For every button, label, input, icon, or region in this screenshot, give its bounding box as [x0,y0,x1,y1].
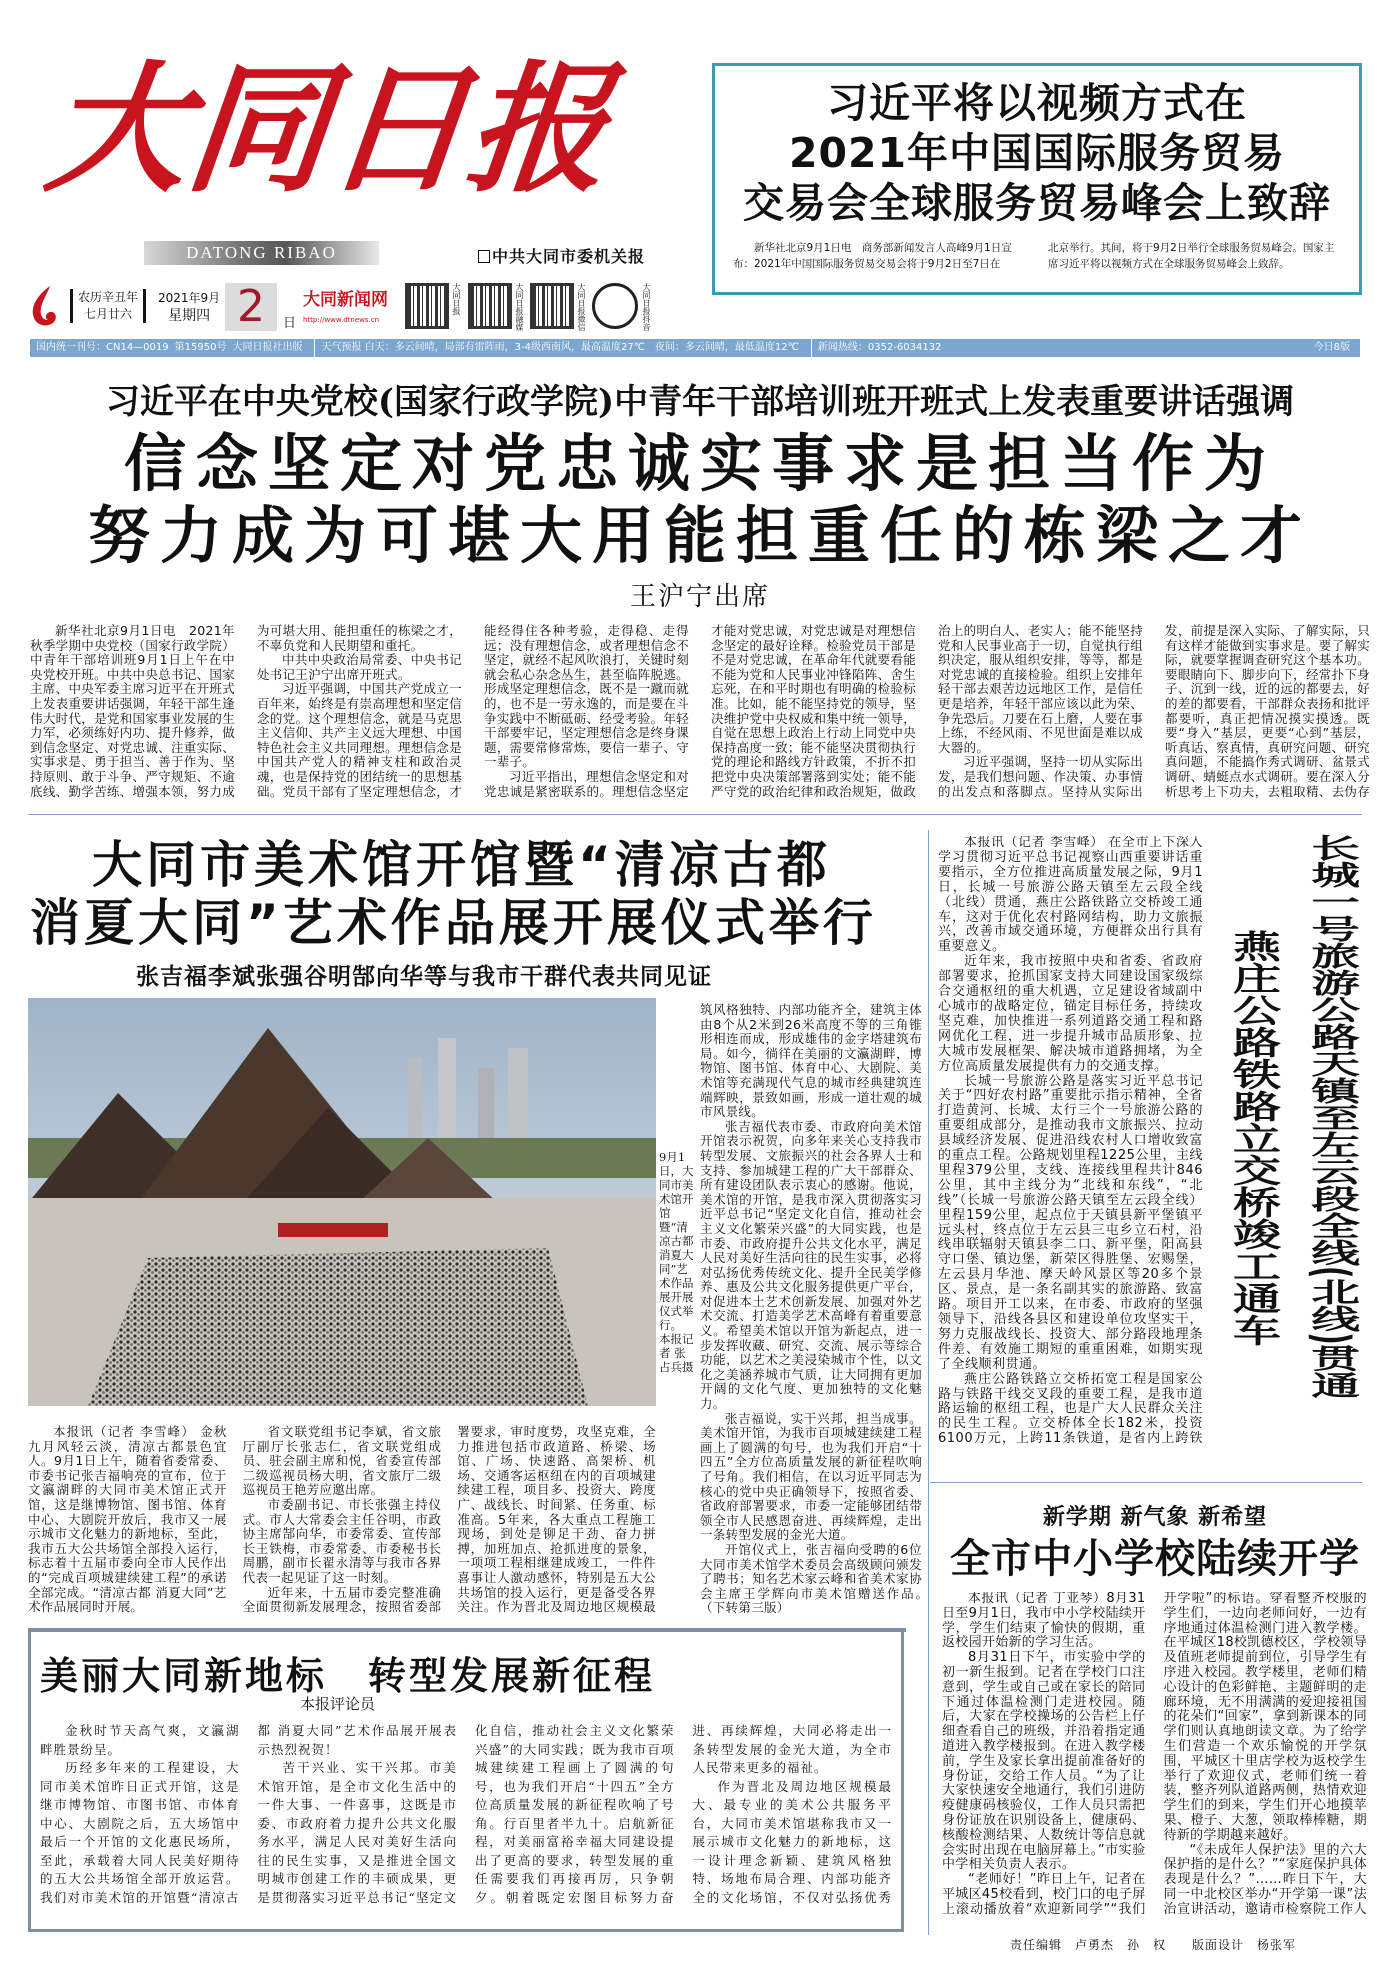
masthead-pinyin: DATONG RIBAO [144,241,379,265]
school-headline: 全市中小学校陆续开学 [950,1535,1360,1582]
caption-text: 9月1日，大同市美术馆开馆暨“清凉古都 消夏大同”艺术作品展开展仪式举行。 [659,1150,694,1332]
qr-code-icon [468,283,512,329]
lead-summary: 北京举行。其间，将于9月2日举行全球服务贸易峰会。国家主席习近平将以视频方式在全球服务贸易峰会上致辞。 [1048,242,1335,270]
paragraph: 燕庄公路铁路立交桥拓宽工程是国家公路与铁路干线交叉段的重要工程，是我市道路运输的枢纽工程，也是广大人民群众关注的民生工程。立交桥体全长182米，投资6100万元，上跨11条铁道，是省内上跨铁 [938,1371,1203,1447]
qr-code-icon [530,283,574,329]
qr-label: 大同日报微信 [577,283,586,331]
day-number: 2 [225,283,277,331]
commentary-title: 美丽大同新地标 转型发展新征程 [40,1654,656,1698]
paragraph: 本报讯（记者 丁亚琴）8月31日至9月1日，我市中小学校陆续开学，学生们结束了愉快的假期，重返校园开始新的学习生活。 [942,1592,1146,1651]
lead-summary: 新华社北京9月1日电 商务部新闻发言人高峰9月1日宣布：2021年中国国际服务贸易交易会将于9月2日至7日在 [733,242,1012,270]
paragraph: 张吉福说，实干兴邦，担当成事。美术馆开馆，为我市百项城建续建工程画上了圆满的句号，也为我们开启“十四五”全方位高质量发展的新征程吹响了号角。我们相信，在以习近平同志为核心的党中央正确领导下，按照省委、省政府部署要求，市委一定能够团结带领全市人民感恩奋进、再续辉煌，走出一条转型发展的金光大道。 [700,1410,922,1543]
paragraph: 省文联党组书记李斌，省文旅厅副厅长张志仁，省文联党组成员、驻会副主席和悦，省委宣传部二级巡视员杨大明，省文旅厅二级巡视员王艳芳应邀出席。 [242,1425,442,1498]
paragraph: 本报讯（记者 李雪峰） 在全市上下深入学习贯彻习近平总书记视察山西重要讲话重要指示，全方位推进高质量发展之际，9月1日，长城一号旅游公路天镇至左云段全线（北线）贯通，燕庄公路铁路立交桥竣工通车，这对于优化农村路网结构，助力文旅振兴，改善市域交通环境，方便群众出行具有重要意义。 [938,836,1203,955]
douyin-qr-icon [592,283,638,329]
art-story-side-column [700,1003,922,1617]
art-headline-line: 消夏大同”艺术作品展开展仪式举行 [30,894,877,952]
weather: 天气预报 白天：多云间晴，局部有雷阵雨，3-4级西南风，最高温度27℃ 夜间：多云间晴，最低温度12℃ [321,342,799,353]
masthead-organ [478,244,645,267]
gregorian-date: 2021年9月 星期四 [158,291,221,324]
qr-label: 大同日报融媒 [515,283,524,331]
paragraph: “《未成年人保护法》里的六大保护指的是什么？”“家庭保护具体表现是什么？”……昨日下午，大同一中北校区举办“开学第一课”法治宣讲活动，邀请市检察院工作人 [1163,1842,1367,1917]
photo-caption [659,1150,696,1374]
lead-title-line: 2021年中国国际服务贸易 [788,129,1286,177]
organ-text: 中共大同市委机关报 [492,247,646,266]
paragraph: 中共中央政治局常委、中央书记处书记王沪宁出席开班式。 [257,652,462,682]
qr-code-icon [405,283,449,329]
main-headline-line: 信念坚定对党忠诚实事求是担当作为 [123,427,1276,500]
hotline: 新闻热线：0352-6034132 [817,342,942,353]
paragraph: 8月31日下午，市实验中学的初一新生报到。记者在学校门口注意到，学生或自己或在家长的陪同下通过体温检测门走进校园。随后，大家在学校操场的公告栏上仔细查看自己的班级，并沿着指定通道进入教学楼报到。在进入教学楼前，学生及家长拿出提前准备好的身份证，交给工作人员。“为了让大家快速安全地通行，我们引进防疫健康码核验仪，工作人员只需把身份证放在识别设备上，健康码、核酸检测结果、人数统计等信息就会实时出现在电脑屏幕上。”市实验中学相关负责人表示。 [942,1650,1146,1873]
art-subhead: 张吉福李斌张强谷明郜向华等与我市干群代表共同见证 [136,964,712,990]
paragraph: 历经多年来的工程建设，大同市美术馆昨日正式开馆，这是继市博物馆、市图书馆、市体育中心、大剧院之后，五大场馆中最后一个开馆的文化惠民场所，至此，承载着大同人民美好期待的五大公共场馆全部开放运营。我们对市美术馆的开馆暨“清凉古都 消夏大同”艺术作品展开展表示热烈祝贺！ [40,1723,457,1905]
art-headline-line: 大同市美术馆开馆暨“清凉古都 [92,836,831,894]
divider [811,339,812,357]
issue-number: 第15950号 [174,342,227,353]
info-bar [30,339,1360,357]
main-story-body [30,624,1370,802]
commentary-body [40,1722,892,1922]
page-credits: 责任编辑 卢勇杰 孙 权 版面设计 杨张军 [1010,1938,1297,1952]
publisher: 大同日报社出版 [232,342,303,353]
paragraph: 金秋时节天高气爽，文瀛湖畔胜景纷呈。 [40,1723,240,1757]
photo-credit: 本报记者 张占兵摄 [659,1332,694,1374]
paragraph: 苦干兴业、实干兴邦。市美术馆开馆，是全市文化生活中的一件大事、一件喜事，这既是市委、市政府着力提升公共文化服务水平，满足人民对美好生活向往的民生实事，又是推进全国文明城市创建工作的丰硕成果，更是贯彻落实习近平总书记“坚定文化自信，推动社会主义文化繁荣兴盛”的大同实践；既为我市百项城建续建工程画上了圆满的句号，也为我们开启“十四五”全方位高质量发展的新征程吹响了号角。行百里者半九十。启航新征程，对美丽富裕幸福大同建设提出了更高的要求，转型发展的重任需要我们再接再厉，只争朝夕。朝着既定宏图目标努力奋进、再续辉煌，大同必将走出一条转型发展的金光大道，为全市人民带来更多的福祉。 [257,1723,892,1905]
lead-box [712,63,1362,295]
paragraph: 开馆仪式上，张吉福向受聘的6位大同市美术馆学术委员会高级顾问颁发了聘书；知名艺术家云峰和省美术家协会主席王学辉向市美术馆赠送作品。 （下转第三版） [700,1541,922,1616]
paragraph: 本报讯（记者 李雪峰） 金秋九月风轻云淡，清凉古都景色宜人。9月1日上午，随着省委常委、市委书记张吉福响亮的宣布，位于文瀛湖畔的大同市美术馆正式开馆，这是继博物馆、图书馆、体育中心、大剧院开放后，我市又一展示城市文化魅力的新地标，至此，我市五大公共场馆全部投入运行，标志着十五届市委向全市人民作出的“完成百项城建续建工程”的承诺全部完成。“清凉古都 消夏大同”艺术作品展同时开展。 [28,1425,227,1615]
qr-label: 大同日报抖音 [642,283,651,331]
paragraph: 习近平强调，中国共产党成立一百年来，始终是有崇高理想和坚定信念的党。这个理想信念，就是马克思主义信仰、共产主义远大理想、中国特色社会主义共同理想。理想信念是中国共产党人的精神支柱和政治灵魂，也是保持党的团结统一的思想基础。党员干部有了坚定理想信念，才能经得住各种考验，走得稳、走得远；没有理想信念，或者理想信念不坚定，就经不起风吹浪打，关键时刻就会私心杂念丛生，甚至临阵脱逃。形成坚定理想信念，既不是一蹴而就的，也不是一劳永逸的，而是要在斗争实践中不断砥砺、经受考验。年轻干部要牢记，坚定理想信念是终身课题，需要常修常炼，要信一辈子、守一辈子。 [257,624,689,799]
page-count: 今日8版 [1313,342,1350,353]
paragraph: 作为晋北及周边地区规模最大、最专业的美术公共服务平台，大同市美术馆堪称我市又一展示城市文化魅力的新地标，这一设计理念新颖、建筑风格独特、场地布局合理、内部功能齐全的文化场馆，不仅对弘扬优秀 [692,1778,892,1905]
art-museum-photo [28,998,656,1406]
road-story-body [938,836,1203,1451]
day-suffix: 日 [283,316,297,331]
art-story-body [28,1425,656,1617]
lunar-date: 农历辛丑年 七月廿六 [70,289,146,323]
road-headline-main: 长城一号旅游公路天镇至左云段全线(北线)贯通 [1302,834,1359,1399]
commentary-author: 本报评论员 [300,1695,376,1713]
divider [928,830,929,1935]
divider [930,1482,1362,1483]
paragraph: 近年来，我市按照中央和省委、省政府部署要求，抢抓国家支持大同建设国家级综合交通枢纽的重大机遇，立足建设省域副中心城市的战略定位，锚定目标任务，持续攻坚克难，加快推进一系列道路交通工程和路网优化工程，进一步提升城市品质形象、拉大城市发展框架、解决城市道路拥堵，为全方位高质量发展提供有力的交通支撑。 [938,954,1203,1074]
main-byline: 王沪宁出席 [629,582,770,612]
qr-label: 大同日报 [452,283,461,315]
news-site-link[interactable]: 大同新闻网 http://www.dtnews.cn [303,290,388,324]
paragraph: 习近平指出，理想信念坚定和对党忠诚是紧密联系的。理想信念坚定才能对党忠诚，对党忠诚是对理想信念坚定的最好诠释。检验党员干部是不是对党忠诚，在革命年代就要看能不能为党和人民事业冲锋陷阵、舍生忘死，在和平时期也有明确的检验标准。比如，能不能坚持党的领导，坚决维护党中央权威和集中统一领导，自觉在思想上政治上行动上同党中央保持高度一致；能不能坚决贯彻执行党的理论和路线方针政策，不折不扣把党中央决策部署落到实处；能不能严守党的政治纪律和政治规矩，做政治上的明白人、老实人；能不能坚持党和人民事业高于一切，自觉执行组织决定，服从组织安排，等等，都是对党忠诚的直接检验。组织上安排年轻干部去艰苦边远地区工作，是信任更是培养，年轻干部应该以此为荣、争先恐后。刀要在石上磨，人要在事上练，不经风雨、不见世面是难以成大器的。 [484,624,1143,799]
masthead-logo: 大同日报 [39,48,617,212]
paragraph: “老师好！”昨日上午，记者在平城区45校看到，校门口的电子屏上滚动播放着“欢迎新同学”“我们开学啦”的标语。穿着整齐校服的学生们，一边向老师问好，一边有序地通过体温检测门进入教学楼。在平城区18校凯德校区，学校领导及值班老师提前到位，引导学生有序进入校园。教学楼里，老师们精心设计的色彩鲜艳、主题鲜明的走廊环境，无不用满满的爱迎接祖国的花朵们“回家”，拿到新课本的同学们则认真地朗读文章。为了给学生们营造一个欢乐愉悦的开学氛围，平城区十里店学校为返校学生举行了欢迎仪式，老师们统一着装，整齐列队道路两侧，热情欢迎学生们的到来，学生们开心地摸苹果、橙子、大葱，领取棒棒糖，期待新的学期越来越好。 [942,1592,1367,1917]
square-icon [478,250,490,263]
lead-title-line: 交易会全球服务贸易峰会上致辞 [743,179,1331,227]
paragraph: 筑风格独特、内部功能齐全，建筑主体由8个从2米到26米高度不等的三角锥形相连而成，形成雄伟的金字塔建筑布局。如今，徜徉在美丽的文瀛湖畔，博物馆、图书馆、体育中心、大剧院、美术馆等充满现代气息的城市经典建筑连端辉映，景致如画，形成一道壮观的城市风景线。 [700,1003,922,1120]
paragraph: 新华社北京9月1日电 2021年秋季学期中央党校（国家行政学院）中青年干部培训班9月1日上午在中央党校开班。中共中央总书记、国家主席、中央军委主席习近平在开班式上发表重要讲话强调，年轻干部生逢伟大时代，是党和国家事业发展的生力军，必须练好内功、提升修养，做到信念坚定、对党忠诚、注重实际、实事求是、勇于担当、善于作为、坚持原则、敢于斗争、严守规矩、不逾底线、勤学苦练、增强本领，努力成为可堪大用、能担重任的栋梁之才，不辜负党和人民期望和重托。 [30,624,462,799]
divider [314,339,315,357]
lead-title-line: 习近平将以视频方式在 [827,79,1247,127]
main-headline-line: 努力成为可堪大用能担重任的栋梁之才 [87,499,1312,572]
school-kicker: 新学期 新气象 新希望 [1042,1505,1268,1530]
paragraph: 近年来，十五届市委完整准确全面贯彻新发展理念，按照省委部署要求，审时度势，攻坚克难，全力推进包括市政道路、桥梁、场馆、广场、快速路、高架桥、机场、交通客运枢纽在内的百项城建续建工程，项目多、投资大、跨度广、战线长、时间紧、任务重、标准高。5年来，各大重点工程施工现场，到处是铆足干劲、奋力拼搏，加班加点、抢抓进度的景象，一项项工程相继建成竣工，一件件喜事让人激动感怀，特别是五大公共场馆的投入运行，更是备受各界关注。作为晋北及周边地区规模最 [242,1425,656,1615]
paragraph: 市委副书记、市长张强主持仪式。市人大常委会主任谷明，市政协主席郜向华，市委常委、宣传部长王铁梅，市委常委、市委秘书长周鹏，副市长翟永清等与我市各界代表一起见证了这一时刻。 [242,1496,442,1585]
paragraph: 习近平强调，坚持一切从实际出发，是我们想问题、作决策、办事情的出发点和落脚点。坚持从实际出发，前提是深入实际、了解实际，只有这样才能做到实事求是。要了解实际，就要掌握调查研究这个基本功。要眼睛向下、脚步向下，经常扑下身子、沉到一线，近的远的都要去，好的差的都要看，干部群众表扬和批评都要听，真正把情况摸实摸透。既要“身入”基层，更要“心到”基层，听真话、察真情，真研究问题、研究真问题，不能搞作秀式调研、盆景式调研、蜻蜓点水式调研。要在深入分析思考上下功夫，去粗取精、去伪存 [938,624,1370,799]
flame-logo-icon [28,284,64,328]
road-headline-second: 燕庄公路铁路立交桥竣工通车 [1225,930,1283,1346]
issn: 国内统一刊号：CN14—0019 [36,342,169,353]
school-story-body [942,1592,1367,1924]
paragraph: 长城一号旅游公路是落实习近平总书记关于“四好农村路”重要批示指示精神，全省打造黄河、长城、太行三个一号旅游公路的重要组成部分，是推动我市文旅振兴、拉动县域经济发展、促进沿线农村人口增收致富的重点工程。公路规划里程1225公里，主线里程379公里，支线、连接线里程共计846公里，其中主线分为“北线和东线”，“北线”（长城一号旅游公路天镇至左云段全线）里程159公里，起点位于天镇县新平堡镇平远头村，终点位于左云县三屯乡立石村，沿线串联辐射天镇县李二口、新平堡，阳高县守口堡、镇边堡，新荣区得胜堡、宏赐堡，左云县月华池、摩天岭风景区等20多个景区、景点，是一条名副其实的旅游路、致富路。项目开工以来，在市委、市政府的坚强领导下，沿线各县区和建设单位攻坚实干，努力克服战线长、投资大、部分路段地理条件差、有效施工期短的重重困难，如期实现了全线顺利贯通。 [938,1073,1203,1372]
divider [28,814,1362,815]
paragraph: 张吉福代表市委、市政府向美术馆开馆表示祝贺，向多年来关心支持我市转型发展、文旅振兴的社会各界人士和支持、参加城建工程的广大干部群众、所有建设团队表示衷心的感谢。他说，美术馆的开馆，是我市深入贯彻落实习近平总书记“坚定文化自信，推动社会主义文化繁荣兴盛”的大同实践，也是市委、市政府提升公共文化水平，满足人民对美好生活向往的民生实事，必将对弘扬优秀传统文化、提升全民美学修养、惠及公共文化服务提供更广平台，对促进本土艺术创新发展、加强对外艺术交流、打造美学艺术高峰有着重要意义。希望美术馆以开馆为新起点，进一步发挥收藏、研究、交流、展示等综合功能，以艺术之美浸染城市个性，以文化之美涵养城市气质，让大同拥有更加开阔的文化气度、更加独特的文化魅力。 [700,1118,922,1412]
main-kicker: 习近平在中央党校(国家行政学院)中青年干部培训班开班式上发表重要讲话强调 [105,382,1295,422]
